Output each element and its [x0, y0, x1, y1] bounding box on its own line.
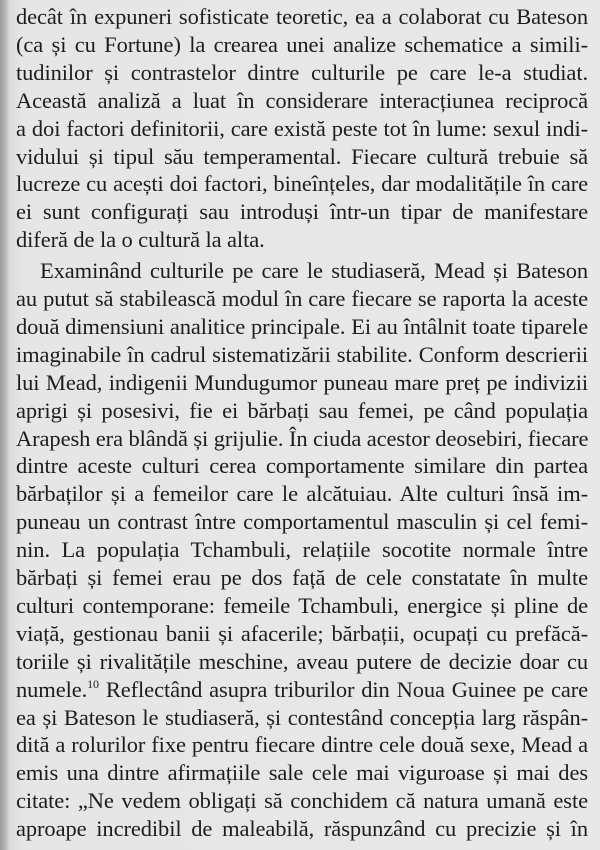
- text-line: lucreze cu acești doi factori, bineînțeles, dar modalitățile în care: [16, 171, 588, 197]
- text-line: culturi contemporane: femeile Tchambuli, energice și pline de: [16, 592, 588, 618]
- text-line: (ca și cu Fortune) la crearea unei analize schematice a simili-: [16, 31, 588, 57]
- footnote-line: [16, 675, 588, 705]
- text-line: Această analiză a luat în considerare interacțiunea reciprocă: [16, 87, 588, 113]
- text-line: dită a rolurilor fixe pentru fiecare dintre cele două sexe, Mead a: [16, 732, 588, 758]
- paragraph-start-line: Examinând culturile pe care le studiaseră, Mead și Bateson: [40, 258, 588, 284]
- text-line: ei sunt configurați sau introduși într-un tipar de manifestare: [16, 199, 588, 225]
- text-line: tudinilor și contrastelor dintre culturile pe care le-a studiat.: [16, 59, 588, 85]
- text-line: a doi factori definitorii, care există peste tot în lume: sexul indi-: [16, 115, 588, 141]
- text-line: puneau un contrast între comportamentul masculin și cel femi-: [16, 509, 588, 535]
- text-line: Arapesh era blândă și grijulie. În ciuda acestor deosebiri, fiecare: [16, 425, 589, 451]
- text-line: decât în expuneri sofisticate teoretic, ea a colaborat cu Bateson: [16, 4, 588, 29]
- footnote-ref[interactable]: 10: [87, 676, 99, 691]
- text-line: ea și Bateson le studiaseră, și contestând concepția larg răspân-: [16, 704, 588, 730]
- text-line: citate: „Ne vedem obligați să conchidem că natura umană este: [16, 788, 588, 814]
- text-line: emis una dintre afirmațiile sale cele mai viguroase și mai des: [16, 760, 588, 786]
- text-line: lui Mead, indigenii Mundugumor puneau mare preț pe indivizii: [16, 369, 588, 395]
- text-line: toriile și rivalitățile meschine, aveau putere de decizie doar cu: [16, 648, 588, 674]
- text-line: vidului și tipul său temperamental. Fiecare cultură trebuie să: [16, 143, 588, 169]
- line-rest-text: Reflectând asupra triburilor din Noua Guinee pe care: [105, 676, 588, 702]
- paragraph-end-line: diferă de la o cultură la alta.: [16, 227, 265, 253]
- text-line: bărbaților și a femeilor care le alcătuiau. Alte culturi însă im-: [16, 481, 588, 507]
- text-line: viață, gestionau banii și afacerile; bărbații, ocupați cu prefăcă-: [16, 620, 588, 646]
- text-line: dintre aceste culturi cerea comportamente similare din partea: [16, 453, 588, 479]
- text-line: aprigi și posesivi, fie ei bărbați sau femei, pe când populația: [16, 397, 588, 423]
- text-line: imaginabile în cadrul sistematizării stabilite. Conform descrierii: [16, 341, 588, 367]
- text-line: au putut să stabilească modul în care fiecare se raporta la aceste: [16, 286, 588, 311]
- line-start-text: numele.: [16, 676, 88, 702]
- text-line: nin. La populația Tchambuli, relațiile socotite normale între: [16, 537, 588, 563]
- text-line: aproape incredibil de maleabilă, răspunzând cu precizie și în: [16, 816, 588, 842]
- text-line: două dimensiuni analitice principale. Ei au întâlnit toate tiparele: [16, 313, 588, 339]
- text-line: bărbați și femei erau pe dos față de cele constatate în multe: [16, 565, 588, 590]
